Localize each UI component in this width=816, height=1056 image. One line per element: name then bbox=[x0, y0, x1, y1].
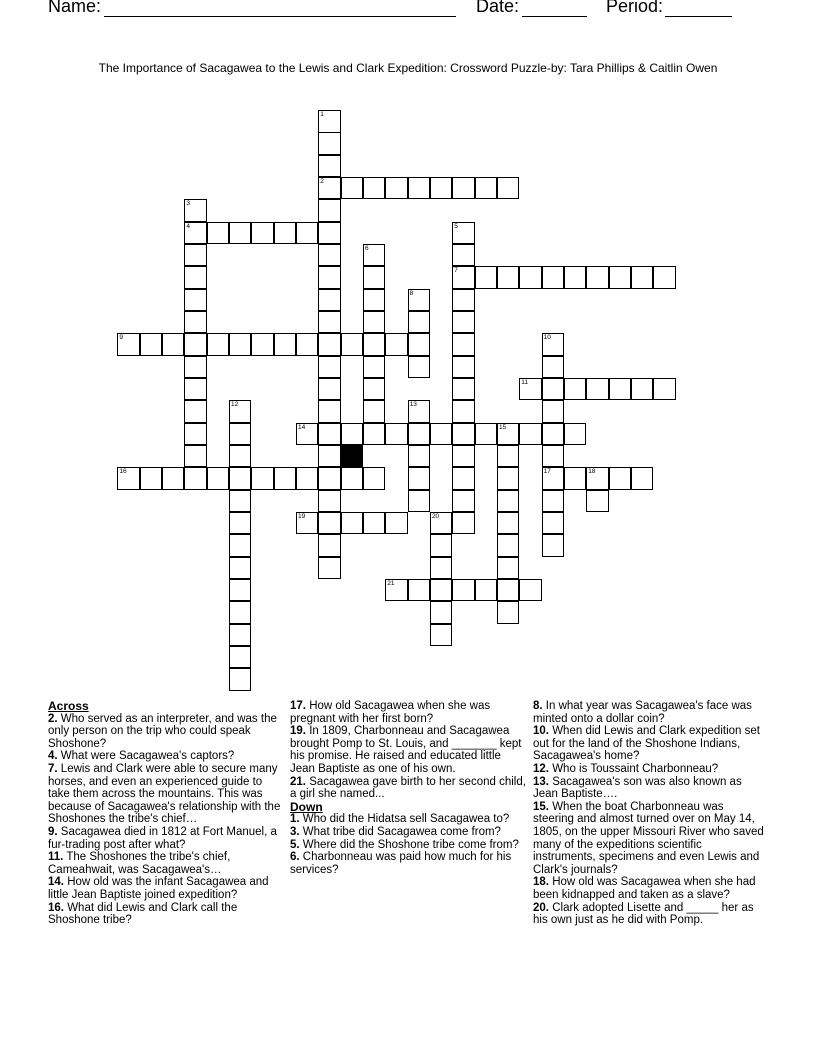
crossword-cell[interactable] bbox=[117, 333, 140, 356]
crossword-cell[interactable] bbox=[318, 155, 341, 178]
crossword-cell[interactable] bbox=[140, 467, 163, 490]
crossword-cell[interactable] bbox=[117, 467, 140, 490]
crossword-cell[interactable] bbox=[162, 467, 185, 490]
crossword-cell[interactable] bbox=[184, 266, 207, 289]
clue-across-11: 11. The Shoshones the tribe's chief, Cameahwait, was Sacagawea's… bbox=[48, 851, 231, 876]
crossword-cell[interactable] bbox=[475, 579, 498, 602]
crossword-cell[interactable] bbox=[452, 311, 475, 334]
crossword-cell[interactable] bbox=[452, 177, 475, 200]
clue-down-1: 1. Who did the Hidatsa sell Sacagawea to? bbox=[290, 813, 510, 826]
crossword-cell[interactable] bbox=[408, 423, 431, 446]
crossword-cell[interactable] bbox=[542, 400, 565, 423]
clue-down-8: 8. In what year was Sacagawea's face was minted onto a dollar coin? bbox=[533, 700, 752, 725]
cell-number: 6 bbox=[364, 244, 369, 252]
crossword-cell[interactable] bbox=[318, 356, 341, 379]
crossword-cell[interactable] bbox=[184, 467, 207, 490]
crossword-cell[interactable] bbox=[251, 333, 274, 356]
clues-column-3 bbox=[533, 700, 765, 927]
crossword-cell[interactable] bbox=[497, 512, 520, 535]
crossword-cell[interactable] bbox=[318, 199, 341, 222]
clue-down-10: 10. When did Lewis and Clark expedition set out for the land of the Shoshone Indians, Sacagawea's home? bbox=[533, 725, 760, 763]
crossword-cell[interactable] bbox=[519, 579, 542, 602]
crossword-cell[interactable] bbox=[229, 423, 252, 446]
crossword-cell[interactable] bbox=[318, 557, 341, 580]
crossword-cell[interactable] bbox=[408, 289, 431, 312]
crossword-cell[interactable] bbox=[408, 490, 431, 513]
crossword-cell[interactable] bbox=[184, 400, 207, 423]
crossword-cell[interactable] bbox=[363, 266, 386, 289]
crossword-cell[interactable] bbox=[430, 534, 453, 557]
crossword-cell[interactable] bbox=[430, 557, 453, 580]
crossword-cell[interactable] bbox=[408, 177, 431, 200]
crossword-cell[interactable] bbox=[430, 423, 453, 446]
crossword-cell[interactable] bbox=[542, 512, 565, 535]
crossword-cell[interactable] bbox=[542, 423, 565, 446]
clue-down-15: 15. When the boat Charbonneau was steering and almost turned over on May 14, 1805, on the upper Missouri River who saved many of the expeditions scientific instruments, specimens and even Lewis and Clark's journals? bbox=[533, 800, 764, 876]
cell-number: 16 bbox=[119, 468, 127, 476]
crossword-cell[interactable] bbox=[430, 177, 453, 200]
crossword-cell[interactable] bbox=[430, 601, 453, 624]
clue-across-4: 4. What were Sacagawea's captors? bbox=[48, 750, 235, 763]
crossword-cell[interactable] bbox=[430, 624, 453, 647]
clue-down-3: 3. What tribe did Sacagawea come from? bbox=[290, 825, 501, 838]
crossword-cell[interactable] bbox=[229, 400, 252, 423]
crossword-cell[interactable] bbox=[341, 177, 364, 200]
crossword-cell[interactable] bbox=[609, 378, 632, 401]
crossword-cell[interactable] bbox=[408, 311, 431, 334]
crossword-cell[interactable] bbox=[609, 266, 632, 289]
crossword-cell[interactable] bbox=[385, 579, 408, 602]
crossword-cell[interactable] bbox=[184, 289, 207, 312]
crossword-cell[interactable] bbox=[452, 467, 475, 490]
cell-number: 7 bbox=[454, 267, 458, 275]
cell-number: 8 bbox=[409, 289, 414, 297]
crossword-cell[interactable] bbox=[229, 512, 252, 535]
cell-number: 5 bbox=[454, 222, 458, 230]
crossword-cell[interactable] bbox=[296, 423, 319, 446]
crossword-cell[interactable] bbox=[274, 467, 297, 490]
crossword-cell[interactable] bbox=[184, 378, 207, 401]
crossword-cell[interactable] bbox=[184, 244, 207, 267]
clue-across-2: 2. Who served as an interpreter, and was the only person on the trip who could speak Shoshone? bbox=[48, 712, 277, 750]
crossword-cell[interactable] bbox=[385, 423, 408, 446]
crossword-cell[interactable] bbox=[452, 579, 475, 602]
crossword-cell[interactable] bbox=[229, 222, 252, 245]
crossword-cell[interactable] bbox=[318, 289, 341, 312]
crossword-cell[interactable] bbox=[497, 177, 520, 200]
crossword-cell[interactable] bbox=[318, 266, 341, 289]
crossword-cell[interactable] bbox=[519, 378, 542, 401]
crossword-cell[interactable] bbox=[318, 132, 341, 155]
crossword-cell[interactable] bbox=[296, 512, 319, 535]
crossword-cell[interactable] bbox=[497, 557, 520, 580]
crossword-cell[interactable] bbox=[363, 512, 386, 535]
crossword-cell[interactable] bbox=[296, 467, 319, 490]
crossword-cell[interactable] bbox=[564, 423, 587, 446]
crossword-cell[interactable] bbox=[229, 557, 252, 580]
crossword-cell[interactable] bbox=[542, 490, 565, 513]
crossword-cell[interactable] bbox=[430, 512, 453, 535]
crossword-cell[interactable] bbox=[229, 579, 252, 602]
clue-down-18: 18. How old was Sacagawea when she had been kidnapped and taken as a slave? bbox=[533, 876, 756, 901]
clue-down-5: 5. Where did the Shoshone tribe come from? bbox=[290, 838, 519, 851]
crossword-cell[interactable] bbox=[430, 579, 453, 602]
crossword-cell[interactable] bbox=[229, 467, 252, 490]
crossword-cell[interactable] bbox=[586, 490, 609, 513]
crossword-cell[interactable] bbox=[318, 244, 341, 267]
crossword-cell[interactable] bbox=[229, 333, 252, 356]
crossword-cell[interactable] bbox=[408, 467, 431, 490]
crossword-cell[interactable] bbox=[318, 534, 341, 557]
crossword-cell[interactable] bbox=[452, 423, 475, 446]
crossword-cell[interactable] bbox=[564, 467, 587, 490]
crossword-cell[interactable] bbox=[318, 423, 341, 446]
cell-number: 3 bbox=[186, 200, 190, 208]
crossword-cell[interactable] bbox=[184, 199, 207, 222]
puzzle-title: The Importance of Sacagawea to the Lewis and Clark Expedition: Crossword Puzzle-by: Tara Phillips & Caitlin Owen bbox=[98, 61, 718, 75]
crossword-cell[interactable] bbox=[140, 333, 163, 356]
crossword-cell[interactable] bbox=[452, 289, 475, 312]
crossword-cell[interactable] bbox=[207, 467, 230, 490]
crossword-cell[interactable] bbox=[408, 333, 431, 356]
clue-across-16: 16. What did Lewis and Clark call the Shoshone tribe? bbox=[48, 901, 238, 927]
clue-down-13: 13. Sacagawea's son was also known as Jean Baptiste…. bbox=[533, 775, 742, 801]
black-square bbox=[341, 445, 364, 468]
clue-across-14: 14. How old was the infant Sacagawea and little Jean Baptiste joined expedition? bbox=[48, 876, 269, 901]
cell-number: 21 bbox=[387, 579, 395, 587]
clue-across-7: 7. Lewis and Clark were able to secure many horses, and even an experienced guide to take them across the mountains. This was because of Sacagawea's relationship with the Shoshones the tribe's chief… bbox=[48, 762, 281, 826]
crossword-cell[interactable] bbox=[296, 333, 319, 356]
crossword-cell[interactable] bbox=[363, 244, 386, 267]
crossword-cell[interactable] bbox=[385, 512, 408, 535]
crossword-cell[interactable] bbox=[564, 266, 587, 289]
cell-number: 20 bbox=[431, 512, 440, 520]
clues-column-2 bbox=[290, 700, 526, 876]
crossword-cell[interactable] bbox=[609, 467, 632, 490]
crossword-cell[interactable] bbox=[586, 378, 609, 401]
crossword-cell[interactable] bbox=[296, 222, 319, 245]
clues-column-1 bbox=[48, 700, 286, 927]
crossword-cell[interactable] bbox=[452, 490, 475, 513]
crossword-cell[interactable] bbox=[497, 266, 520, 289]
crossword-cell[interactable] bbox=[184, 311, 207, 334]
crossword-cell[interactable] bbox=[452, 400, 475, 423]
crossword-cell[interactable] bbox=[497, 423, 520, 446]
cell-number: 13 bbox=[409, 401, 417, 409]
crossword-cell[interactable] bbox=[631, 467, 654, 490]
crossword-cell[interactable] bbox=[184, 356, 207, 379]
crossword-cell[interactable] bbox=[229, 668, 252, 691]
crossword-cell[interactable] bbox=[229, 534, 252, 557]
crossword-cell[interactable] bbox=[475, 266, 498, 289]
crossword-cell[interactable] bbox=[363, 356, 386, 379]
crossword-cell[interactable] bbox=[542, 356, 565, 379]
crossword-cell[interactable] bbox=[497, 579, 520, 602]
clue-across-19: 19. In 1809, Charbonneau and Sacagawea brought Pomp to St. Louis, and _______ kept his promise. He raised and educated little Jean Baptiste as one of his own. bbox=[290, 725, 522, 775]
crossword-cell[interactable] bbox=[363, 311, 386, 334]
crossword-cell[interactable] bbox=[318, 110, 341, 133]
crossword-cell[interactable] bbox=[318, 311, 341, 334]
crossword-cell[interactable] bbox=[542, 266, 565, 289]
crossword-cell[interactable] bbox=[452, 378, 475, 401]
clue-down-12: 12. Who is Toussaint Charbonneau? bbox=[533, 762, 719, 775]
crossword-cell[interactable] bbox=[653, 266, 676, 289]
date-label: Date: bbox=[476, 0, 520, 16]
crossword-cell[interactable] bbox=[318, 177, 341, 200]
crossword-cell[interactable] bbox=[408, 445, 431, 468]
crossword-cell[interactable] bbox=[184, 423, 207, 446]
crossword-cell[interactable] bbox=[385, 177, 408, 200]
crossword-cell[interactable] bbox=[542, 445, 565, 468]
clue-across-17: 17. How old Sacagawea when she was pregnant with her first born? bbox=[290, 700, 491, 725]
crossword-cell[interactable] bbox=[519, 266, 542, 289]
crossword-cell[interactable] bbox=[363, 423, 386, 446]
down-heading: Down bbox=[290, 799, 323, 814]
crossword-cell[interactable] bbox=[251, 222, 274, 245]
crossword-cell[interactable] bbox=[475, 423, 498, 446]
clue-down-20: 20. Clark adopted Lisette and _____ her as his own just as he did with Pomp. bbox=[533, 901, 754, 927]
crossword-cell[interactable] bbox=[363, 378, 386, 401]
crossword-cell[interactable] bbox=[452, 356, 475, 379]
crossword-cell[interactable] bbox=[318, 400, 341, 423]
crossword-cell[interactable] bbox=[631, 378, 654, 401]
crossword-cell[interactable] bbox=[586, 467, 609, 490]
crossword-cell[interactable] bbox=[318, 490, 341, 513]
crossword-cell[interactable] bbox=[251, 467, 274, 490]
crossword-cell[interactable] bbox=[542, 534, 565, 557]
crossword-cell[interactable] bbox=[653, 378, 676, 401]
crossword-cell[interactable] bbox=[363, 467, 386, 490]
name-label: Name: bbox=[48, 0, 102, 16]
crossword-cell[interactable] bbox=[184, 333, 207, 356]
crossword-cell[interactable] bbox=[318, 512, 341, 535]
crossword-cell[interactable] bbox=[363, 177, 386, 200]
cell-number: 15 bbox=[498, 423, 507, 431]
crossword-cell[interactable] bbox=[184, 445, 207, 468]
crossword-cell[interactable] bbox=[452, 445, 475, 468]
period-label: Period: bbox=[606, 0, 664, 16]
crossword-cell[interactable] bbox=[497, 445, 520, 468]
crossword-cell[interactable] bbox=[542, 333, 565, 356]
crossword-cell[interactable] bbox=[497, 490, 520, 513]
cell-number: 1 bbox=[320, 111, 324, 118]
across-heading: Across bbox=[48, 699, 89, 713]
crossword-cell[interactable] bbox=[519, 423, 542, 446]
crossword-cell[interactable] bbox=[408, 400, 431, 423]
cell-number: 11 bbox=[521, 378, 529, 386]
crossword-cell[interactable] bbox=[318, 445, 341, 468]
crossword-cell[interactable] bbox=[497, 534, 520, 557]
crossword-cell[interactable] bbox=[318, 467, 341, 490]
crossword-cell[interactable] bbox=[542, 378, 565, 401]
crossword-cell[interactable] bbox=[207, 222, 230, 245]
crossword-cell[interactable] bbox=[207, 333, 230, 356]
crossword-cell[interactable] bbox=[341, 512, 364, 535]
cell-number: 17 bbox=[543, 468, 551, 476]
crossword-cell[interactable] bbox=[452, 244, 475, 267]
crossword-cell[interactable] bbox=[162, 333, 185, 356]
crossword-cell[interactable] bbox=[452, 266, 475, 289]
clue-down-6: 6. Charbonneau was paid how much for his services? bbox=[290, 851, 512, 876]
cell-number: 2 bbox=[320, 177, 324, 185]
crossword-cell[interactable] bbox=[363, 333, 386, 356]
crossword-cell[interactable] bbox=[452, 512, 475, 535]
crossword-cell[interactable] bbox=[475, 177, 498, 200]
cell-number: 14 bbox=[297, 423, 306, 431]
crossword-cell[interactable] bbox=[586, 266, 609, 289]
cell-number: 10 bbox=[543, 334, 551, 342]
crossword-cell[interactable] bbox=[631, 266, 654, 289]
crossword-cell[interactable] bbox=[385, 333, 408, 356]
crossword-cell[interactable] bbox=[229, 624, 252, 647]
clue-across-9: 9. Sacagawea died in 1812 at Fort Manuel, a fur-trading post after what? bbox=[48, 825, 277, 851]
crossword-cell[interactable] bbox=[497, 467, 520, 490]
crossword-cell[interactable] bbox=[318, 378, 341, 401]
crossword-cell[interactable] bbox=[229, 445, 252, 468]
cell-number: 4 bbox=[186, 222, 190, 230]
crossword-cell[interactable] bbox=[363, 400, 386, 423]
crossword-cell[interactable] bbox=[497, 601, 520, 624]
cell-number: 18 bbox=[588, 468, 596, 476]
crossword-cell[interactable] bbox=[229, 646, 252, 669]
crossword-cell[interactable] bbox=[452, 333, 475, 356]
crossword-cell[interactable] bbox=[318, 333, 341, 356]
crossword-cell[interactable] bbox=[274, 333, 297, 356]
crossword-cell[interactable] bbox=[341, 333, 364, 356]
crossword-cell[interactable] bbox=[274, 222, 297, 245]
cell-number: 9 bbox=[119, 334, 123, 342]
crossword-cell[interactable] bbox=[229, 490, 252, 513]
crossword-cell[interactable] bbox=[184, 222, 207, 245]
cell-number: 19 bbox=[297, 512, 306, 520]
clue-across-21: 21. Sacagawea gave birth to her second child, a girl she named... bbox=[290, 775, 526, 801]
crossword-cell[interactable] bbox=[341, 423, 364, 446]
crossword-cell[interactable] bbox=[542, 467, 565, 490]
crossword-cell[interactable] bbox=[452, 222, 475, 245]
crossword-cell[interactable] bbox=[363, 289, 386, 312]
crossword-cell[interactable] bbox=[564, 378, 587, 401]
crossword-cell[interactable] bbox=[341, 467, 364, 490]
crossword-cell[interactable] bbox=[229, 601, 252, 624]
crossword-cell[interactable] bbox=[408, 579, 431, 602]
crossword-cell[interactable] bbox=[318, 222, 341, 245]
cell-number: 12 bbox=[230, 401, 239, 409]
crossword-cell[interactable] bbox=[408, 356, 431, 379]
